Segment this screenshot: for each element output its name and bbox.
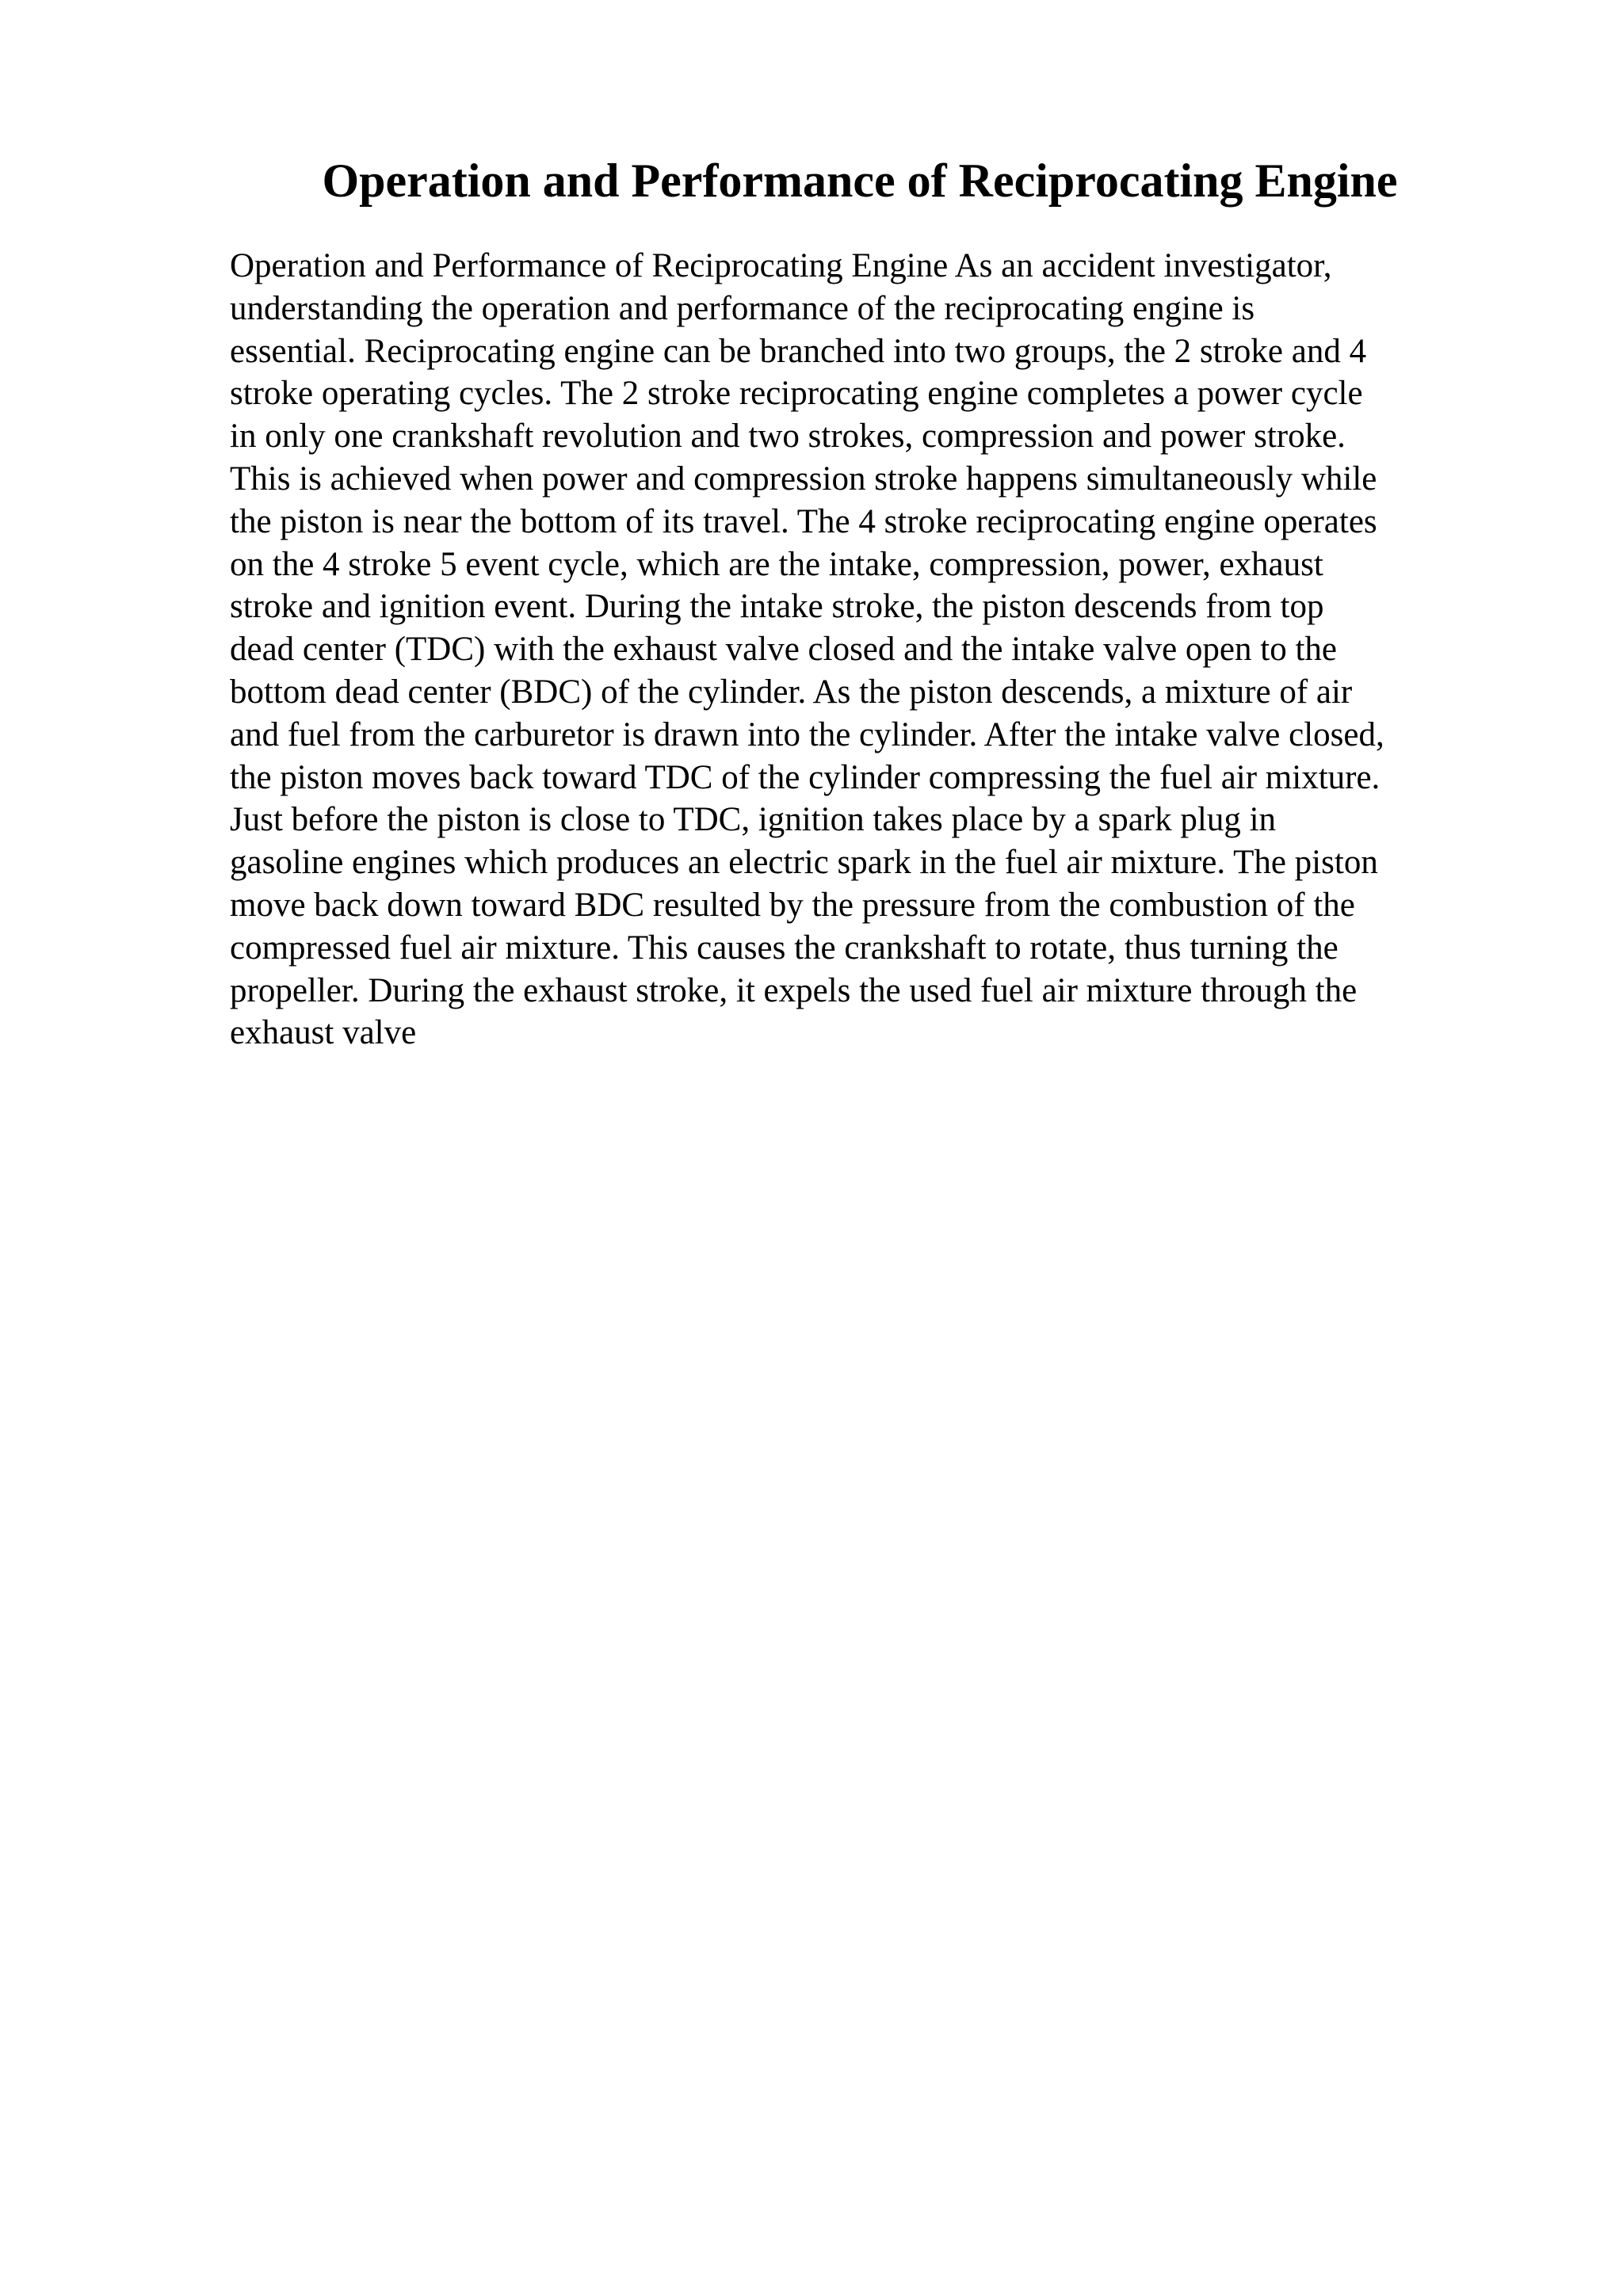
document-title: Operation and Performance of Reciprocating Engine [322, 154, 1398, 207]
body-line: propeller. During the exhaust stroke, it expels the used fuel air mixture through the [230, 971, 1358, 1009]
body-line: bottom dead center (BDC) of the cylinder. As the piston descends, a mixture of air [230, 673, 1353, 711]
body-line: stroke and ignition event. During the intake stroke, the piston descends from top [230, 588, 1324, 626]
body-line: the piston is near the bottom of its travel. The 4 stroke reciprocating engine operates [230, 502, 1377, 540]
body-line: essential. Reciprocating engine can be branched into two groups, the 2 stroke and 4 [230, 332, 1367, 370]
body-line: Just before the piston is close to TDC, ignition takes place by a spark plug in [230, 801, 1277, 839]
body-line: and fuel from the carburetor is drawn into the cylinder. After the intake valve closed, [230, 715, 1384, 753]
body-line: compressed fuel air mixture. This causes the crankshaft to rotate, thus turning the [230, 929, 1338, 967]
body-line: Operation and Performance of Reciprocating Engine As an accident investigator, [230, 247, 1332, 284]
body-line: exhaust valve [230, 1014, 417, 1052]
body-line: move back down toward BDC resulted by the pressure from the combustion of the [230, 886, 1355, 924]
body-line: in only one crankshaft revolution and two strokes, compression and power stroke. [230, 418, 1346, 456]
body-line: on the 4 stroke 5 event cycle, which are the intake, compression, power, exhaust [230, 545, 1323, 583]
body-line: understanding the operation and performance of the reciprocating engine is [230, 289, 1255, 327]
body-line: stroke operating cycles. The 2 stroke reciprocating engine completes a power cycle [230, 375, 1363, 413]
document-body [230, 245, 1514, 1055]
body-line: the piston moves back toward TDC of the cylinder compressing the fuel air mixture. [230, 758, 1381, 796]
body-line: This is achieved when power and compression stroke happens simultaneously while [230, 460, 1377, 498]
body-line: dead center (TDC) with the exhaust valve closed and the intake valve open to the [230, 631, 1337, 669]
body-line: gasoline engines which produces an electric spark in the fuel air mixture. The piston [230, 844, 1378, 882]
